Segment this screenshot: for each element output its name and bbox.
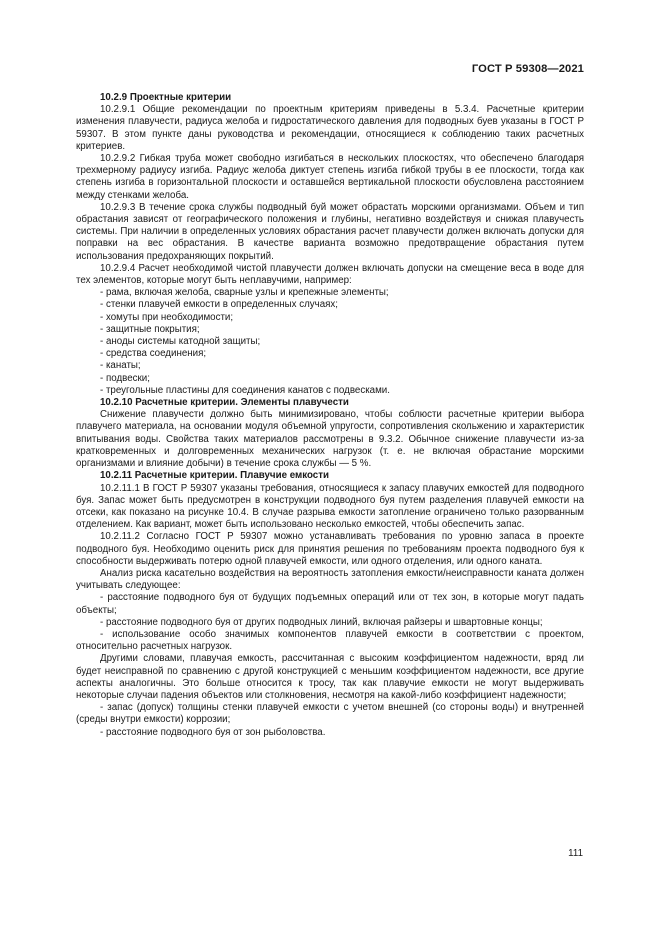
paragraph: - запас (допуск) толщины стенки плавучей емкости с учетом внешней (со стороны воды) и внутренней (среды внутри емкости) коррозии; [76,702,584,726]
paragraph: - треугольные пластины для соединения канатов с подвесками. [100,384,390,396]
paragraph: Другими словами, плавучая емкость, рассчитанная с высоким коэффициентом надежности, вряд ли будет неисправной по сравнению с другой конструкцией с меньшим коэффициентом надежности, все другие аспекты аналогичны. Это больше относится к тросу, так как плавучие емкости не могут выдерживать некоторые случаи падения объектов или столкновения, несмотря на какой-либо коэффициент надежности; [76,653,584,701]
paragraph: - стенки плавучей емкости в определенных случаях; [100,299,339,311]
paragraph: 10.2.9.1 Общие рекомендации по проектным критериям приведены в 5.3.4. Расчетные критерии изменения плавучести, радиуса желоба и гидростатического давления для подводных буев указаны в ГОСТ Р 59307. В этом пункте даны руководства и рекомендации, относящиеся к соблюдению таких расчетных критериев. [76,104,584,152]
paragraph: - аноды системы катодной защиты; [100,336,261,348]
paragraph: 10.2.11.2 Согласно ГОСТ Р 59307 можно устанавливать требования по уровню запаса в проекте подводного буя. Необходимо оценить риск для принятия решения по требованиям проекта подводного буя к способности выдерживать потерю одной плавучей емкости, или одного отделения, или одного каната. [76,531,584,567]
page-number: 111 [568,848,583,859]
paragraph: - использование особо значимых компонентов плавучей емкости в соответствии с проектом, относительно расчетных нагрузок. [76,628,584,653]
document-body [76,92,584,739]
section-heading: 10.2.11 Расчетные критерии. Плавучие емкости [100,470,329,482]
paragraph: - рама, включая желоба, сварные узлы и крепежные элементы; [100,287,389,299]
paragraph: 10.2.11.1 В ГОСТ Р 59307 указаны требования, относящиеся к запасу плавучих емкостей для подводного буя. Запас может быть предусмотрен в конструкции подводного буя путем разделения плавучей емкости на отсеки, как показано на рисунке 10.4. В случае разрыва емкости затопление ограничено только разорванным отделением. Как вариант, может быть использовано несколько емкостей, чтобы обеспечить запас. [76,482,584,531]
paragraph: - расстояние подводного буя от будущих подъемных операций или от тех зон, в которые могут падать объекты; [76,592,584,616]
standard-designation: ГОСТ Р 59308—2021 [471,63,584,75]
paragraph: 10.2.9.2 Гибкая труба может свободно изгибаться в нескольких плоскостях, что обеспечено благодаря трехмерному радиусу изгиба. Радиус желоба диктует степень изгиба гибкой трубы в ее плоскости, тогда как степень изгиба в горизонтальной плоскости и оставшейся вертикальной плоскости обусловлена расстоянием между стенками желоба. [76,153,584,201]
paragraph: Анализ риска касательно воздействия на вероятность затопления емкости/неисправности каната должен учитывать следующее: [76,567,584,592]
paragraph: - подвески; [100,372,150,384]
paragraph: - защитные покрытия; [100,323,200,335]
paragraph: 10.2.9.3 В течение срока службы подводный буй может обрастать морскими организмами. Объем и тип обрастания зависят от географического положения и глубины, негативно воздействуя и снижая плавучесть системы. При наличии в определенных условиях обрастания расчет плавучести должен включать допуски для поправки на вес обрастания. В качестве варианта возможно предотвращение обрастания путем использования предохраняющих покрытий. [76,201,584,262]
paragraph: - средства соединения; [100,348,207,360]
paragraph: - канаты; [100,360,141,372]
paragraph: - расстояние подводного буя от зон рыболовства. [100,726,326,738]
paragraph: 10.2.9.4 Расчет необходимой чистой плавучести должен включать допуски на смещение веса в воде для тех элементов, которые могут быть неплавучими, например: [76,262,584,287]
paragraph: - расстояние подводного буя от других подводных линий, включая райзеры и швартовные концы; [100,616,543,628]
section-heading: 10.2.9 Проектные критерии [100,92,232,103]
paragraph: - хомуты при необходимости; [100,311,234,323]
section-heading: 10.2.10 Расчетные критерии. Элементы плавучести [100,397,349,409]
paragraph: Снижение плавучести должно быть минимизировано, чтобы соблюсти расчетные критерии выбора плавучего материала, на основании модуля объемной упругости, сопротивления скольжению и характеристик впитывания воды. Свойства таких материалов рассмотрены в 9.3.2. Обычное снижение плавучести из-за кратковременных и долговременных механических нагрузок (т. е. не включая обрастание морскими организмами и влияние добычи) в течение срока службы — 5 %. [76,409,584,470]
